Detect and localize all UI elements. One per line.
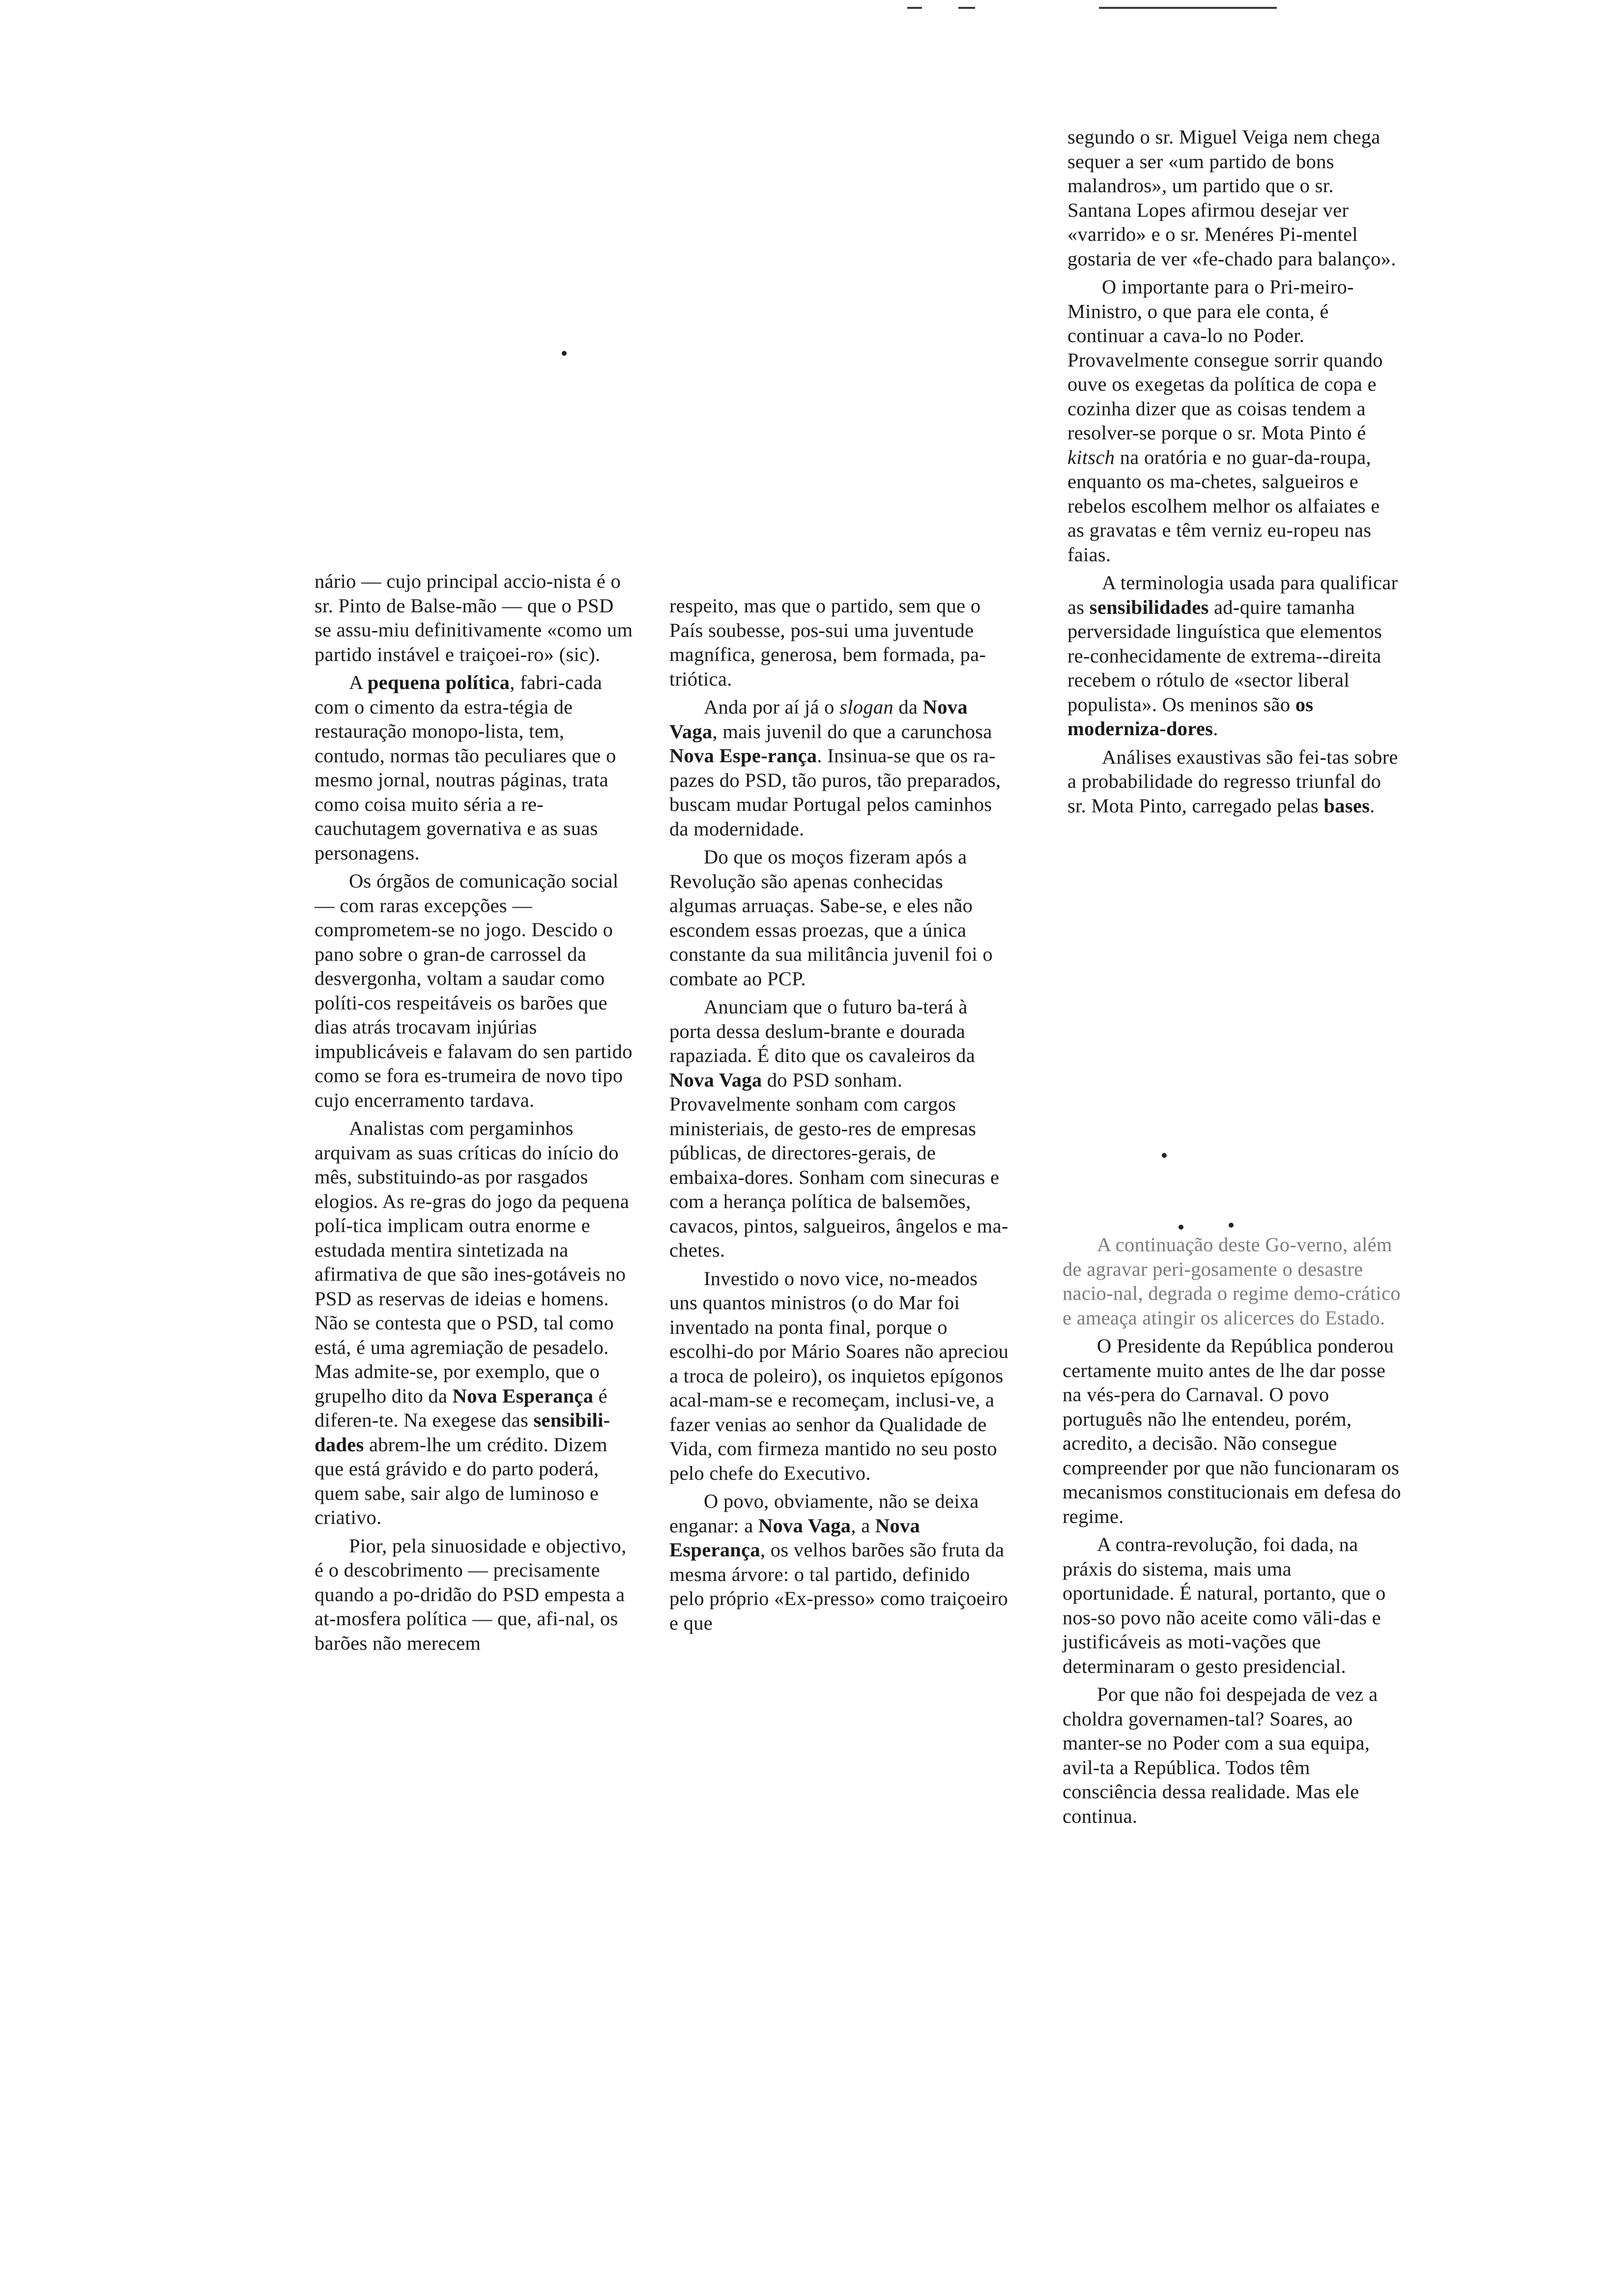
text-run: . Insinua-se que os ra-pazes do PSD, tão puros, tão preparados, buscam mudar Portugal pelos caminhos da modernidade. <box>669 745 1001 840</box>
bold-text: sensibili-dades <box>315 1409 610 1456</box>
text-run: do PSD sonham. Provavelmente sonham com cargos ministeriais, de gesto-res de empresas públicas, de directores-gerais, de embaixa-dores. Sonham com sinecuras e com a herança política de balsemões, cavacos, pintos, salgueiros, ângelos e ma-chetes. <box>669 1068 1008 1261</box>
text-run: A contra-revolução, foi dada, na práxis do sistema, mais uma oportunidade. É natural, portanto, que o nos-so povo não aceite como vāli-das e justificáveis as moti-vações que determinaram o gesto presidencial. <box>1063 1533 1386 1677</box>
column-2 <box>669 594 1009 1639</box>
paragraph <box>1067 571 1402 741</box>
column-1 <box>315 569 635 1659</box>
italic-text: kitsch <box>1067 446 1115 468</box>
paragraph <box>669 594 1009 691</box>
paragraph <box>1063 1334 1407 1528</box>
text-run: Investido o novo vice, no-meados uns quantos ministros (o do Mar foi inventado na ponta final, porque o escolhi-do por Mário Soares não apreciou a troca de poleiro), os inquietos epígonos acal-mam-se e recomeçam, inclusi-ve, a fazer venias ao senhor da Qualidade de Vida, com firmeza mantido no seu posto pelo chefe do Executivo. <box>669 1267 1009 1484</box>
text-run: . <box>1370 794 1375 817</box>
text-run: A terminologia usada para qualificar as <box>1067 572 1398 618</box>
text-run: Os órgãos de comunicação social — com raras excepções — comprometem-se no jogo. Descido o pano sobre o gran-de carrossel da desvergonha, voltam a saudar como políti-cos respeitáveis os barões que dias atrás trocavam injúrias impublicáveis e falavam do sen partido como se fora es-trumeira de novo tipo cujo encerramento tardava. <box>315 870 633 1111</box>
paragraph <box>315 869 635 1112</box>
text-run: segundo o sr. Miguel Veiga nem chega sequer a ser «um partido de bons malandros», um partido que o sr. Santana Lopes afirmou desejar ver «varrido» e o sr. Menéres Pi-mentel gostaria de ver «fe-chado para balanço». <box>1067 126 1396 270</box>
paragraph <box>669 1266 1009 1486</box>
text-run: ad-quire tamanha perversidade linguística que elementos re-conhecidamente de extrema--direita recebem o rótulo de «sector liberal populista». Os meninos são <box>1067 596 1382 716</box>
bold-text: Nova Espe-rança <box>669 745 817 767</box>
paragraph <box>1063 1233 1407 1330</box>
paragraph <box>1067 745 1402 818</box>
text-run: O Presidente da República ponderou certamente muito antes de lhe dar posse na vés-pera do Carnaval. O povo português não lhe entendeu, porém, acredito, a decisão. Não consegue compreender por que não funcionaram os mecanismos constitucionais em defesa do regime. <box>1063 1335 1401 1527</box>
text-run: da <box>893 696 923 718</box>
text-run: Pior, pela sinuosidade e objectivo, é o descobrimento — precisamente quando a po-dridão do PSD empesta a at-mosfera política — que, afi-nal, os barões não merecem <box>315 1534 627 1654</box>
paragraph <box>315 670 635 865</box>
bold-text: pequena política <box>367 671 510 693</box>
column-4 <box>1063 1233 1407 1832</box>
bold-text: bases <box>1324 794 1370 817</box>
text-run: , mais juvenil do que a carunchosa <box>712 720 992 743</box>
paragraph <box>669 995 1009 1263</box>
text-run: Análises exaustivas são fei-tas sobre a probabilidade do regresso triunfal do sr. Mota Pinto, carregado pelas <box>1067 746 1398 817</box>
bold-text: Nova Vaga <box>669 1068 762 1091</box>
text-run: na oratória e no guar-da-roupa, enquanto os ma-chetes, salgueiros e rebelos escolhem melhor os alfaiates e as gravatas e têm verniz eu-ropeu nas faias. <box>1067 446 1380 566</box>
stray-dot-1 <box>562 351 567 356</box>
text-run: . <box>1213 718 1218 740</box>
text-run: A <box>349 671 368 693</box>
stray-dot-3 <box>1179 1225 1183 1230</box>
paragraph <box>669 695 1009 841</box>
bold-text: Nova Esperança <box>452 1384 594 1407</box>
stray-dot-4 <box>1229 1223 1234 1228</box>
top-edge-rule-left <box>907 7 922 9</box>
paragraph <box>315 1116 635 1530</box>
text-run: respeito, mas que o partido, sem que o País soubesse, pos-sui uma juventude magnífica, generosa, bem formada, pa-triótica. <box>669 595 986 690</box>
text-run: , os velhos barões são fruta da mesma árvore: o tal partido, definido pelo próprio «Ex-presso» como traiçoeiro e que <box>669 1539 1008 1634</box>
bold-text: Nova Esperança <box>669 1514 921 1561</box>
text-run: Por que não foi despejada de vez a choldra governamen-tal? Soares, ao manter-se no Poder com a sua equipa, avil-ta a República. Todos têm consciência dessa realidade. Mas ele continua. <box>1063 1683 1378 1827</box>
bold-text: os moderniza-dores <box>1067 693 1314 740</box>
italic-text: slogan <box>839 696 893 718</box>
text-run: O povo, obviamente, não se deixa enganar: a <box>669 1490 979 1537</box>
text-run: nário — cujo principal accio-nista é o sr. Pinto de Balse-mão — que o PSD se assu-miu definitivamente «como um partido instável e traiçoei-ro» (sic). <box>315 570 633 665</box>
paragraph <box>1067 125 1402 271</box>
column-3 <box>1067 125 1402 822</box>
text-run: A continuação deste Go-verno, além de agravar peri-gosamente o desastre nacio-nal, degrada o regime demo-crático e ameaça atingir os alicerces do Estado. <box>1063 1234 1401 1329</box>
text-run: O importante para o Pri-meiro-Ministro, o que para ele conta, é continuar a cava-lo no Poder. Provavelmente consegue sorrir quando ouve os exegetas da política de copa e cozinha dizer que as coisas tendem a resolver-se porque o sr. Mota Pinto é <box>1067 276 1383 444</box>
text-run: Anunciam que o futuro ba-terá à porta dessa deslum-brante e dourada rapaziada. É dito que os cavaleiros da <box>669 996 976 1066</box>
paragraph <box>315 569 635 666</box>
text-run: abrem-lhe um crédito. Dizem que está grávido e do parto poderá, quem sabe, sair algo de luminoso e criativo. <box>315 1433 607 1528</box>
paragraph <box>1067 275 1402 567</box>
bold-text: Nova Vaga <box>758 1514 851 1537</box>
text-run: Anda por aí já o <box>704 696 840 718</box>
text-run: , fabri-cada com o cimento da estra-tégia de restauração monopo-lista, tem, contudo, normas tão peculiares que o mesmo jornal, noutras páginas, trata como coisa muito séria a re-cauchutagem governativa e as suas personagens. <box>315 671 616 864</box>
top-edge-rule-right <box>1099 7 1277 9</box>
bold-text: sensibilidades <box>1089 596 1209 618</box>
text-run: é diferen-te. Na exegese das <box>315 1384 607 1431</box>
top-edge-rule-mid <box>958 7 975 9</box>
stray-dot-2 <box>1162 1153 1167 1158</box>
paragraph <box>315 1534 635 1656</box>
paragraph <box>669 1489 1009 1635</box>
paragraph <box>1063 1532 1407 1678</box>
text-run: Analistas com pergaminhos arquivam as suas críticas do início do mês, substituindo-as por rasgados elogios. As re-gras do jogo da pequena polí-tica implicam outra enorme e estudada mentira sintetizada na afirmativa de que são ines-gotáveis no PSD as reservas de ideias e homens. Não se contesta que o PSD, tal como está, é uma agremiação de pesadelo. Mas admite-se, por exemplo, que o grupelho dito da <box>315 1117 630 1407</box>
bold-text: Nova Vaga <box>669 696 968 743</box>
paragraph <box>1063 1682 1407 1828</box>
paragraph <box>669 845 1009 991</box>
text-run: Do que os moços fizeram após a Revolução são apenas conhecidas algumas arruaças. Sabe-se, e eles não escondem essas proezas, que a única constante da sua militância juvenil foi o combate ao PCP. <box>669 846 993 990</box>
text-run: , a <box>851 1514 875 1537</box>
